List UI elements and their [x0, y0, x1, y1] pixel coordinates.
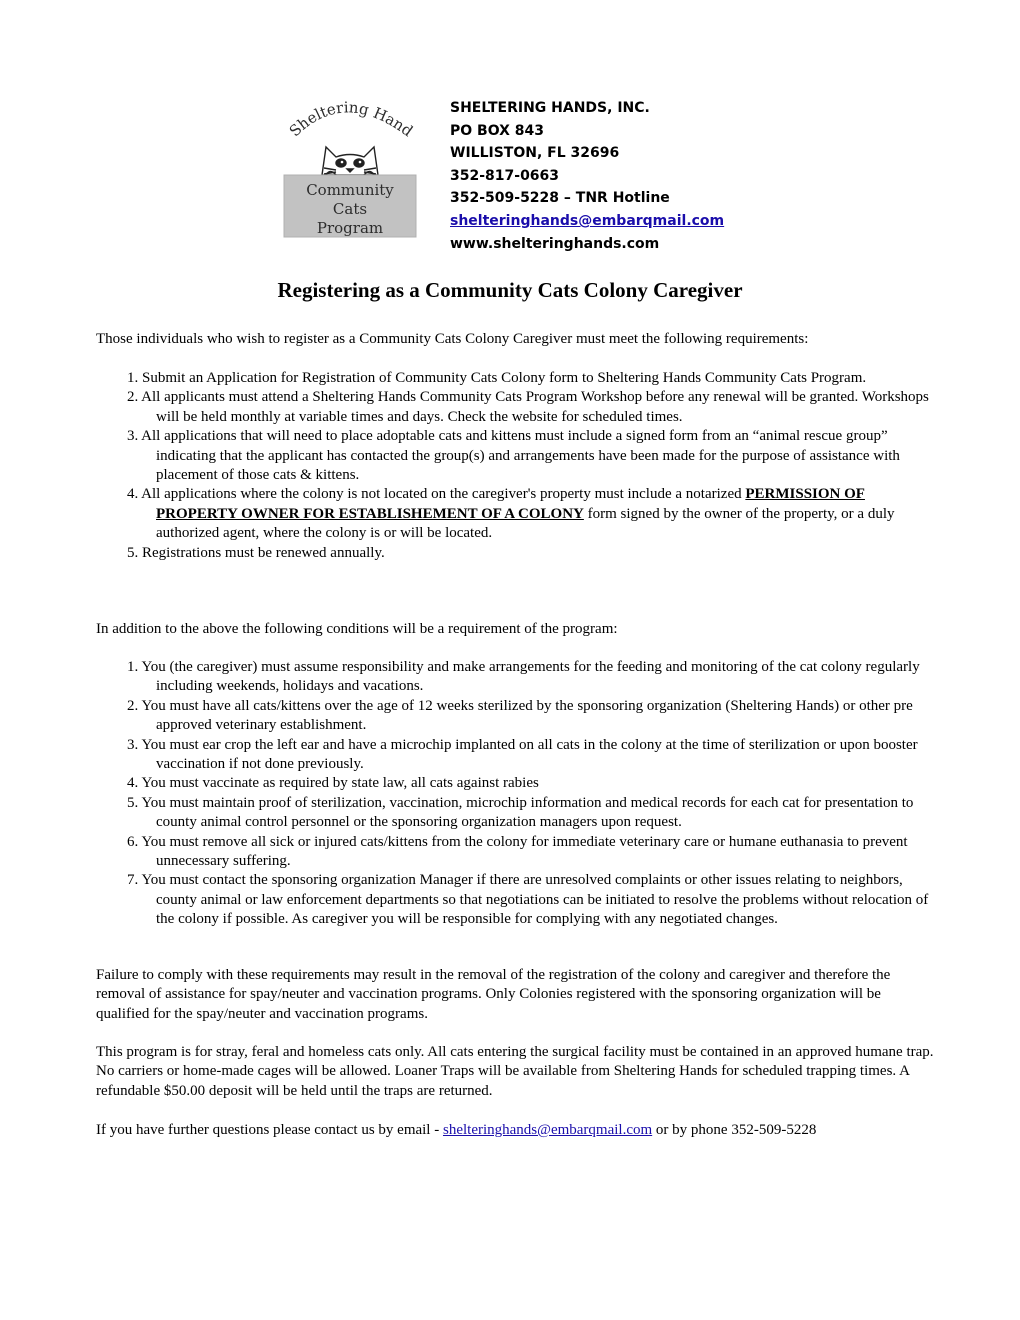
contact-block — [450, 97, 724, 255]
tnr-hotline: 352-509-5228 – TNR Hotline — [450, 190, 670, 207]
condition-item: 6. You must remove all sick or injured cats/kittens from the colony for immediate veterinary care or humane euthanasia to prevent unnecessary suffering. — [127, 833, 908, 870]
logo-arc-text: Sheltering Hand — [285, 98, 417, 141]
requirement-4-rest: form signed by the owner of the property, or a duly authorized agent, where the colony is or will be located. — [156, 505, 895, 542]
org-name: SHELTERING HANDS, INC. — [450, 100, 650, 116]
condition-item: 5. You must maintain proof of sterilization, vaccination, microchip information and medical records for each cat for presentation to county animal control personnel or the sponsoring organization managers upon request. — [127, 794, 914, 831]
condition-item: 4. You must vaccinate as required by state law, all cats against rabies — [127, 775, 539, 792]
conditions-list — [127, 658, 935, 930]
requirement-item — [127, 485, 935, 543]
failure-paragraph: Failure to comply with these requirements may result in the removal of the registration of the colony and caregiver and therefore the removal of assistance for spay/neuter and vaccination programs. Only Colonies registered with the sponsoring organization will be qualified for the spay/neuter and vaccination programs. — [96, 967, 891, 1022]
program-paragraph: This program is for stray, feral and homeless cats only. All cats entering the surgical facility must be contained in an approved humane trap. No carriers or home-made cages will be allowed. Loaner Traps will be available from Sheltering Hands for scheduled trapping times. A refundable $50.00 deposit will be held until the traps are returned. — [96, 1044, 934, 1099]
property-owner-form-name: PERMISSION OF PROPERTY OWNER FOR ESTABLISHEMENT OF A COLONY — [156, 486, 865, 522]
sheltering-hands-logo — [280, 97, 420, 239]
condition-item: 3. You must ear crop the left ear and have a microchip implanted on all cats in the colony at the time of sterilization or upon booster vaccination if not done previously. — [127, 736, 918, 773]
requirement-4-text: 4. All applications where the colony is not located on the caregiver's property must include a notarized — [127, 486, 746, 503]
condition-item: 1. You (the caregiver) must assume responsibility and make arrangements for the feeding and monitoring of the cat colony regularly including weekends, holidays and vacations. — [127, 659, 920, 695]
page-title: Registering as a Community Cats Colony Caregiver — [277, 278, 743, 302]
conditions-intro: In addition to the above the following conditions will be a requirement of the program: — [96, 621, 618, 637]
footer-contact-text: If you have further questions please contact us by email - — [96, 1122, 443, 1138]
requirement-item: 1. Submit an Application for Registration of Community Cats Colony form to Sheltering Hands Community Cats Program. — [127, 370, 867, 386]
cat-icon — [322, 147, 378, 175]
logo-box-line-1: Community — [306, 181, 394, 199]
condition-item: 7. You must contact the sponsoring organization Manager if there are unresolved complaints or other issues relating to neighbors, county animal or law enforcement departments so that negotiations can be initiated to resolve the problems without relocation of the colony if possible. As caregiver you will be responsible for complying with any negotiated changes. — [127, 872, 929, 928]
requirement-item: 3. All applications that will need to place adoptable cats and kittens must include a signed form from an “animal rescue group” indicating that the applicant has contacted the group(s) and arrangements have been made for the purpose of assistance with placement of those cats & kittens. — [127, 428, 900, 484]
condition-item: 2. You must have all cats/kittens over the age of 12 weeks sterilized by the sponsoring organization (Sheltering Hands) or other pre approved veterinary establishment. — [127, 697, 913, 734]
footer-phone-text: or by phone 352-509-5228 — [652, 1122, 817, 1138]
city-line: WILLISTON, FL 32696 — [450, 145, 620, 162]
intro-paragraph: Those individuals who wish to register as a Community Cats Colony Caregiver must meet the following requirements: — [96, 331, 809, 347]
footer-email-link[interactable]: shelteringhands@embarqmail.com — [442, 1122, 653, 1138]
logo-box-line-2: Cats — [332, 200, 368, 218]
website: www.shelteringhands.com — [450, 235, 660, 252]
logo-box-line-3: Program — [316, 219, 384, 237]
logo-graphic — [280, 97, 420, 239]
po-box: PO BOX 843 — [450, 122, 545, 139]
footer-contact — [96, 1121, 936, 1140]
contact-email-link[interactable]: shelteringhands@embarqmail.com — [450, 212, 725, 229]
requirement-item: 2. All applicants must attend a Sheltering Hands Community Cats Program Workshop before any renewal will be granted. Workshops will be held monthly at variable times and days. Check the website for scheduled times. — [127, 389, 929, 425]
requirements-list — [127, 369, 935, 563]
phone: 352-817-0663 — [450, 167, 560, 184]
requirement-item: 5. Registrations must be renewed annually. — [127, 544, 385, 561]
